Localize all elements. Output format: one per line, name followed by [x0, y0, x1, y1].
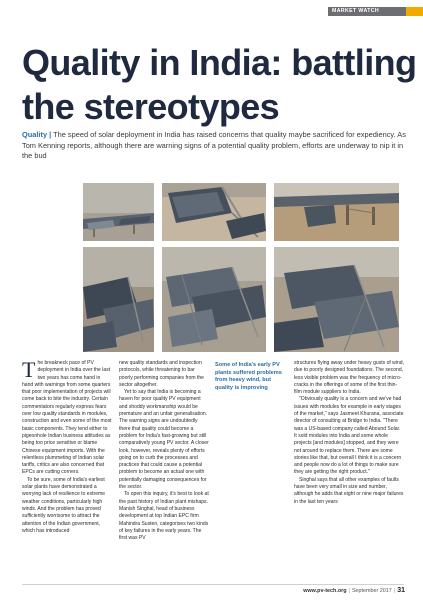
- section-accent-bar: [406, 7, 423, 16]
- article-paragraph: To be sure, some of India's earliest solar plants have demonstrated a worrying lack of resilience to extreme weather conditions, particularly high winds. And the problem has proved sufficiently worrisome to attract the attention of the Indian government, which has introduced: [22, 476, 106, 534]
- headline: [22, 41, 417, 129]
- photo-damaged-panels-pile: [83, 247, 154, 352]
- photo-crumpled-array: [162, 247, 266, 352]
- photo-collapsed-frame: [274, 247, 399, 352]
- standfirst-text: The speed of solar deployment in India has raised concerns that quality maybe sacrificed for expediency. As Tom Kenning reports, although there are warning signs of a potential quality problem, efforts are underway to nip it in the bud: [22, 130, 406, 161]
- headline-line-2: the stereotypes: [22, 86, 280, 127]
- article-paragraph: Yet to say that India is becoming a haven for poor quality PV equipment and shoddy workmanship would be premature and an unfair generalisation. The warning signs are undoubtedly there that quality could become a problem for India's fast-growing but still comparatively young PV sector. A closer look, however, reveals plenty of efforts going on to curb the processes and practices that could cause a potential problem to become an actual one with potentially damaging consequences for the sector.: [119, 389, 209, 491]
- article-paragraph: structures flying away under heavy gusts of wind, due to poorly designed foundations. The second, less visible problem was the frequency of micro-cracks in the offerings of some of the first thin-film module suppliers to India.: [294, 360, 404, 396]
- article-column-1: [22, 357, 112, 535]
- photo-collapsed-panels-field: [83, 183, 154, 241]
- page-number: 31: [397, 587, 405, 594]
- article-paragraph: new quality standards and inspection protocols, while threatening to bar poorly performing companies from the sector altogether.: [119, 360, 204, 388]
- section-label: MARKET WATCH: [328, 7, 406, 16]
- article-paragraph: "Obviously quality is a concern and we've had issues with modules for example in early stages of the market," says Jasmeet Khurana, associate director of consulting at Bridge to India. "There was a US-based company called Abound Solar. It sold modules into India and some whole projects [and modules] stopped, and they were not around to replace them. There are some stories like that, but overall I think it is a concern and people now do a lot of things to make sure they are getting the right product.": [294, 396, 404, 476]
- drop-cap: T: [22, 357, 36, 382]
- article-paragraph: To open this inquiry, it's best to look at the past history of Indian plant mishaps. Manish Singhal, head of business development at top Indian EPC firm Mahindra Susten, categorises two kinds of key failures in the early years. The first was PV: [119, 491, 209, 542]
- standfirst-kicker: Quality: [22, 130, 48, 139]
- photo-solar-field-sand: [274, 183, 399, 241]
- standfirst-separator: |: [49, 130, 52, 139]
- article-paragraph: The breakneck pace of PV deployment in India over the last two years has come hand in hand with warnings from some quarters that poor implementation of projects will come back to bite the industry. Certain commentators regularly express fears over low quality standards in modules, construction and even some of the most basic components. They tend either to pigeonhole Indian business attitudes as being too price sensitive or blame Chinese equipment imports. With the relentless plummeting of Indian solar tariffs, critics are also concerned that EPCs are cutting corners.: [22, 357, 112, 476]
- article-paragraph: Singhal says that all other examples of faults have been very small in size and number, although he adds that eight or nine major failures in the last ten years: [294, 476, 404, 505]
- pull-quote: Some of India's early PV plants suffered problems from heavy wind, but quality is improving: [215, 362, 282, 391]
- headline-line-1: Quality in India: battling: [22, 42, 417, 83]
- footer-url: www.pv-tech.org: [303, 588, 347, 594]
- footer-rule: [22, 584, 404, 585]
- photo-toppled-structure: [162, 183, 266, 241]
- standfirst: [22, 130, 412, 162]
- article-column-2: [119, 360, 209, 542]
- page-footer: www.pv-tech.org | September 2017 | 31: [303, 587, 405, 594]
- footer-issue: September 2017: [351, 588, 392, 594]
- article-column-3: [294, 360, 404, 506]
